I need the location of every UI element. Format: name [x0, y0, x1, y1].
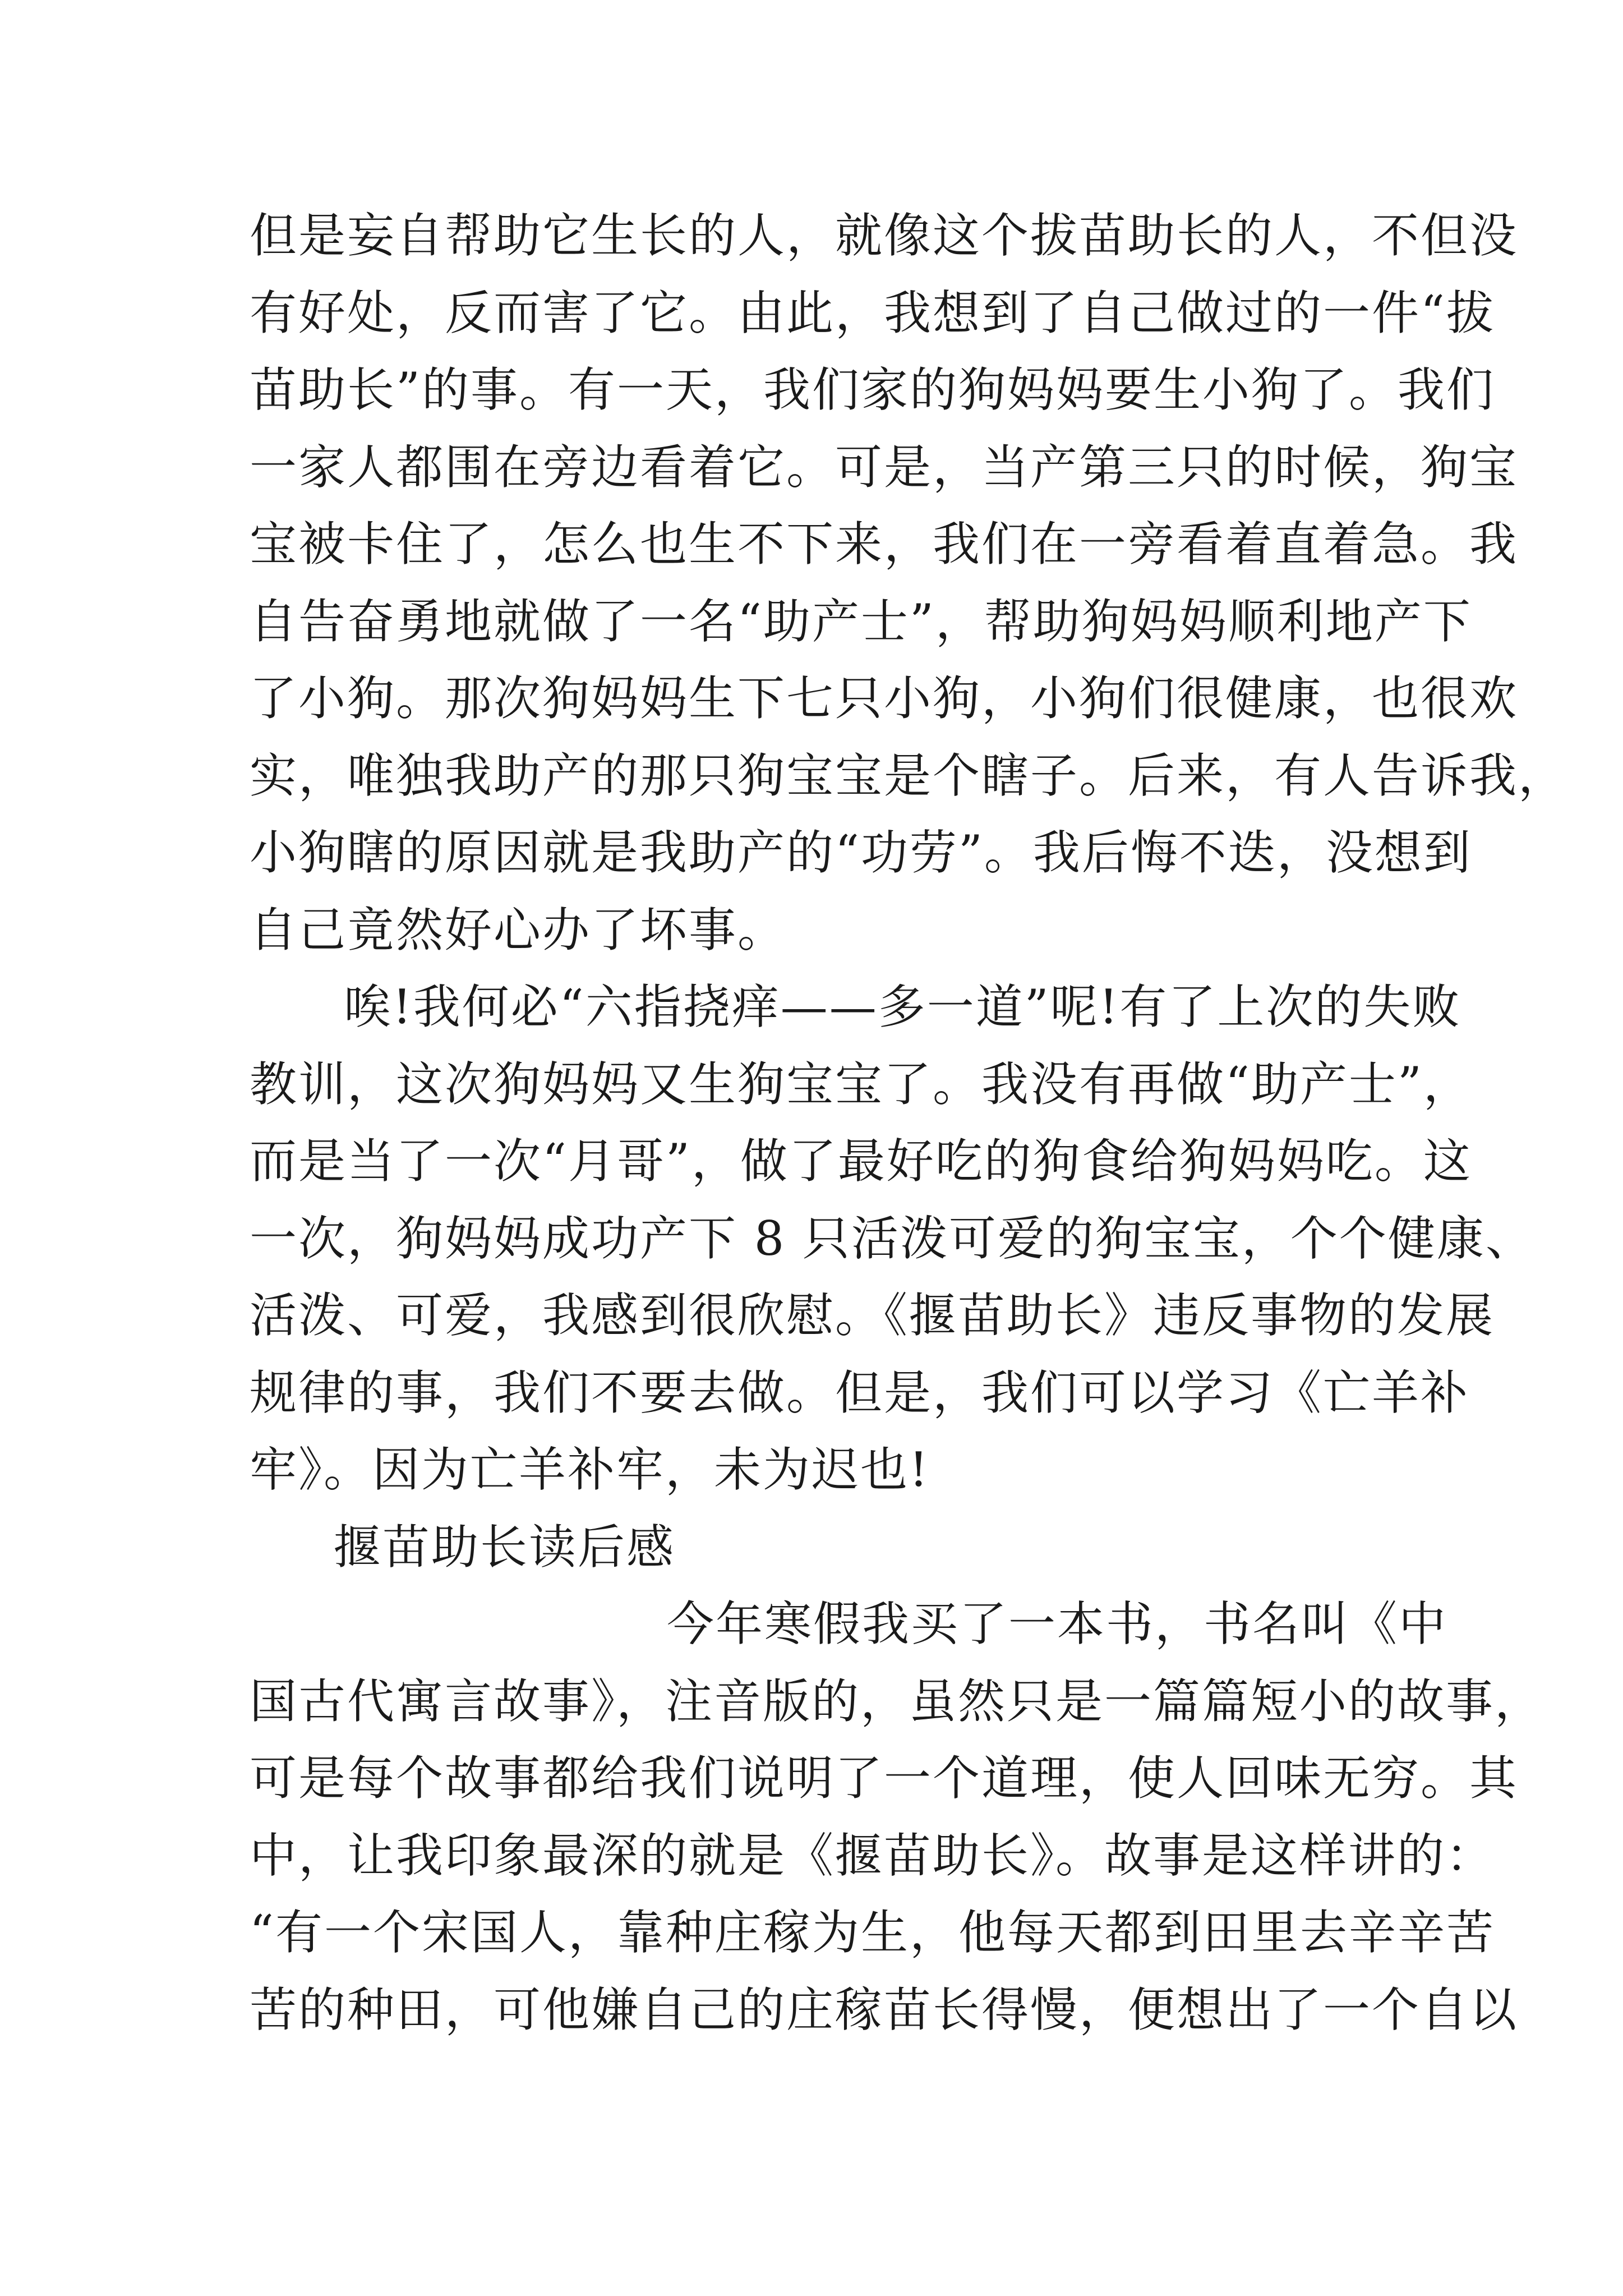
paragraph-1 — [250, 197, 1567, 969]
paragraph-2 — [250, 969, 1534, 1509]
text-line: 苗助长”的事。有一天，我们家的狗妈妈要生小狗了。我们 — [250, 362, 1495, 417]
text-line: 中，让我印象最深的就是《揠苗助长》。故事是这样讲的： — [250, 1828, 1495, 1883]
text-line: 牢》。因为亡羊补牢，未为迟也! — [250, 1442, 930, 1497]
text-line: 国古代寓言故事》，注音版的，虽然只是一篇篇短小的故事， — [250, 1673, 1544, 1729]
text-line: 自告奋勇地就做了一名“助产士”，帮助狗妈妈顺利地产下 — [250, 593, 1472, 649]
text-line: 唉!我何必“六指挠痒——多一道”呢!有了上次的失败 — [344, 979, 1461, 1034]
text-line: 但是妄自帮助它生长的人，就像这个拔苗助长的人，不但没 — [250, 208, 1519, 263]
text-line: “有一个宋国人，靠种庄稼为生，他每天都到田里去辛辛苦 — [250, 1905, 1495, 1960]
text-line: 了小狗。那次狗妈妈生下七只小狗，小狗们很健康，也很欢 — [250, 671, 1519, 726]
text-line: 今年寒假我买了一本书，书名叫《中 — [667, 1596, 1448, 1651]
paragraph-3 — [250, 1586, 1544, 2049]
text-line: 苦的种田，可他嫌自己的庄稼苗长得慢，便想出了一个自以 — [250, 1982, 1519, 2037]
text-line: 小狗瞎的原因就是我助产的“功劳”。我后悔不迭，没想到 — [250, 825, 1472, 880]
text-line: 而是当了一次“月哥”，做了最好吃的狗食给狗妈妈吃。这 — [250, 1134, 1472, 1189]
text-line: 规律的事，我们不要去做。但是，我们可以学习《亡羊补 — [250, 1365, 1470, 1420]
text-line: 可是每个故事都给我们说明了一个道理，使人回味无穷。其 — [250, 1751, 1519, 1806]
text-line: 宝被卡住了，怎么也生不下来，我们在一旁看着直着急。我 — [250, 517, 1519, 572]
text-line: 教训，这次狗妈妈又生狗宝宝了。我没有再做“助产士”， — [250, 1056, 1472, 1112]
text-line: 实，唯独我助产的那只狗宝宝是个瞎子。后来，有人告诉我， — [250, 748, 1567, 803]
text-line: 一家人都围在旁边看着它。可是，当产第三只的时候，狗宝 — [250, 439, 1519, 495]
text-line: 活泼、可爱，我感到很欣慰。《揠苗助长》违反事物的发展 — [250, 1288, 1495, 1343]
text-line: 有好处，反而害了它。由此，我想到了自己做过的一件“拔 — [250, 285, 1495, 341]
text-line: 自己竟然好心办了坏事。 — [250, 902, 787, 958]
section-heading: 揠苗助长读后感 — [334, 1519, 676, 1575]
document-body — [250, 197, 1567, 2049]
text-line: 一次，狗妈妈成功产下 8 只活泼可爱的狗宝宝，个个健康、 — [250, 1211, 1534, 1266]
